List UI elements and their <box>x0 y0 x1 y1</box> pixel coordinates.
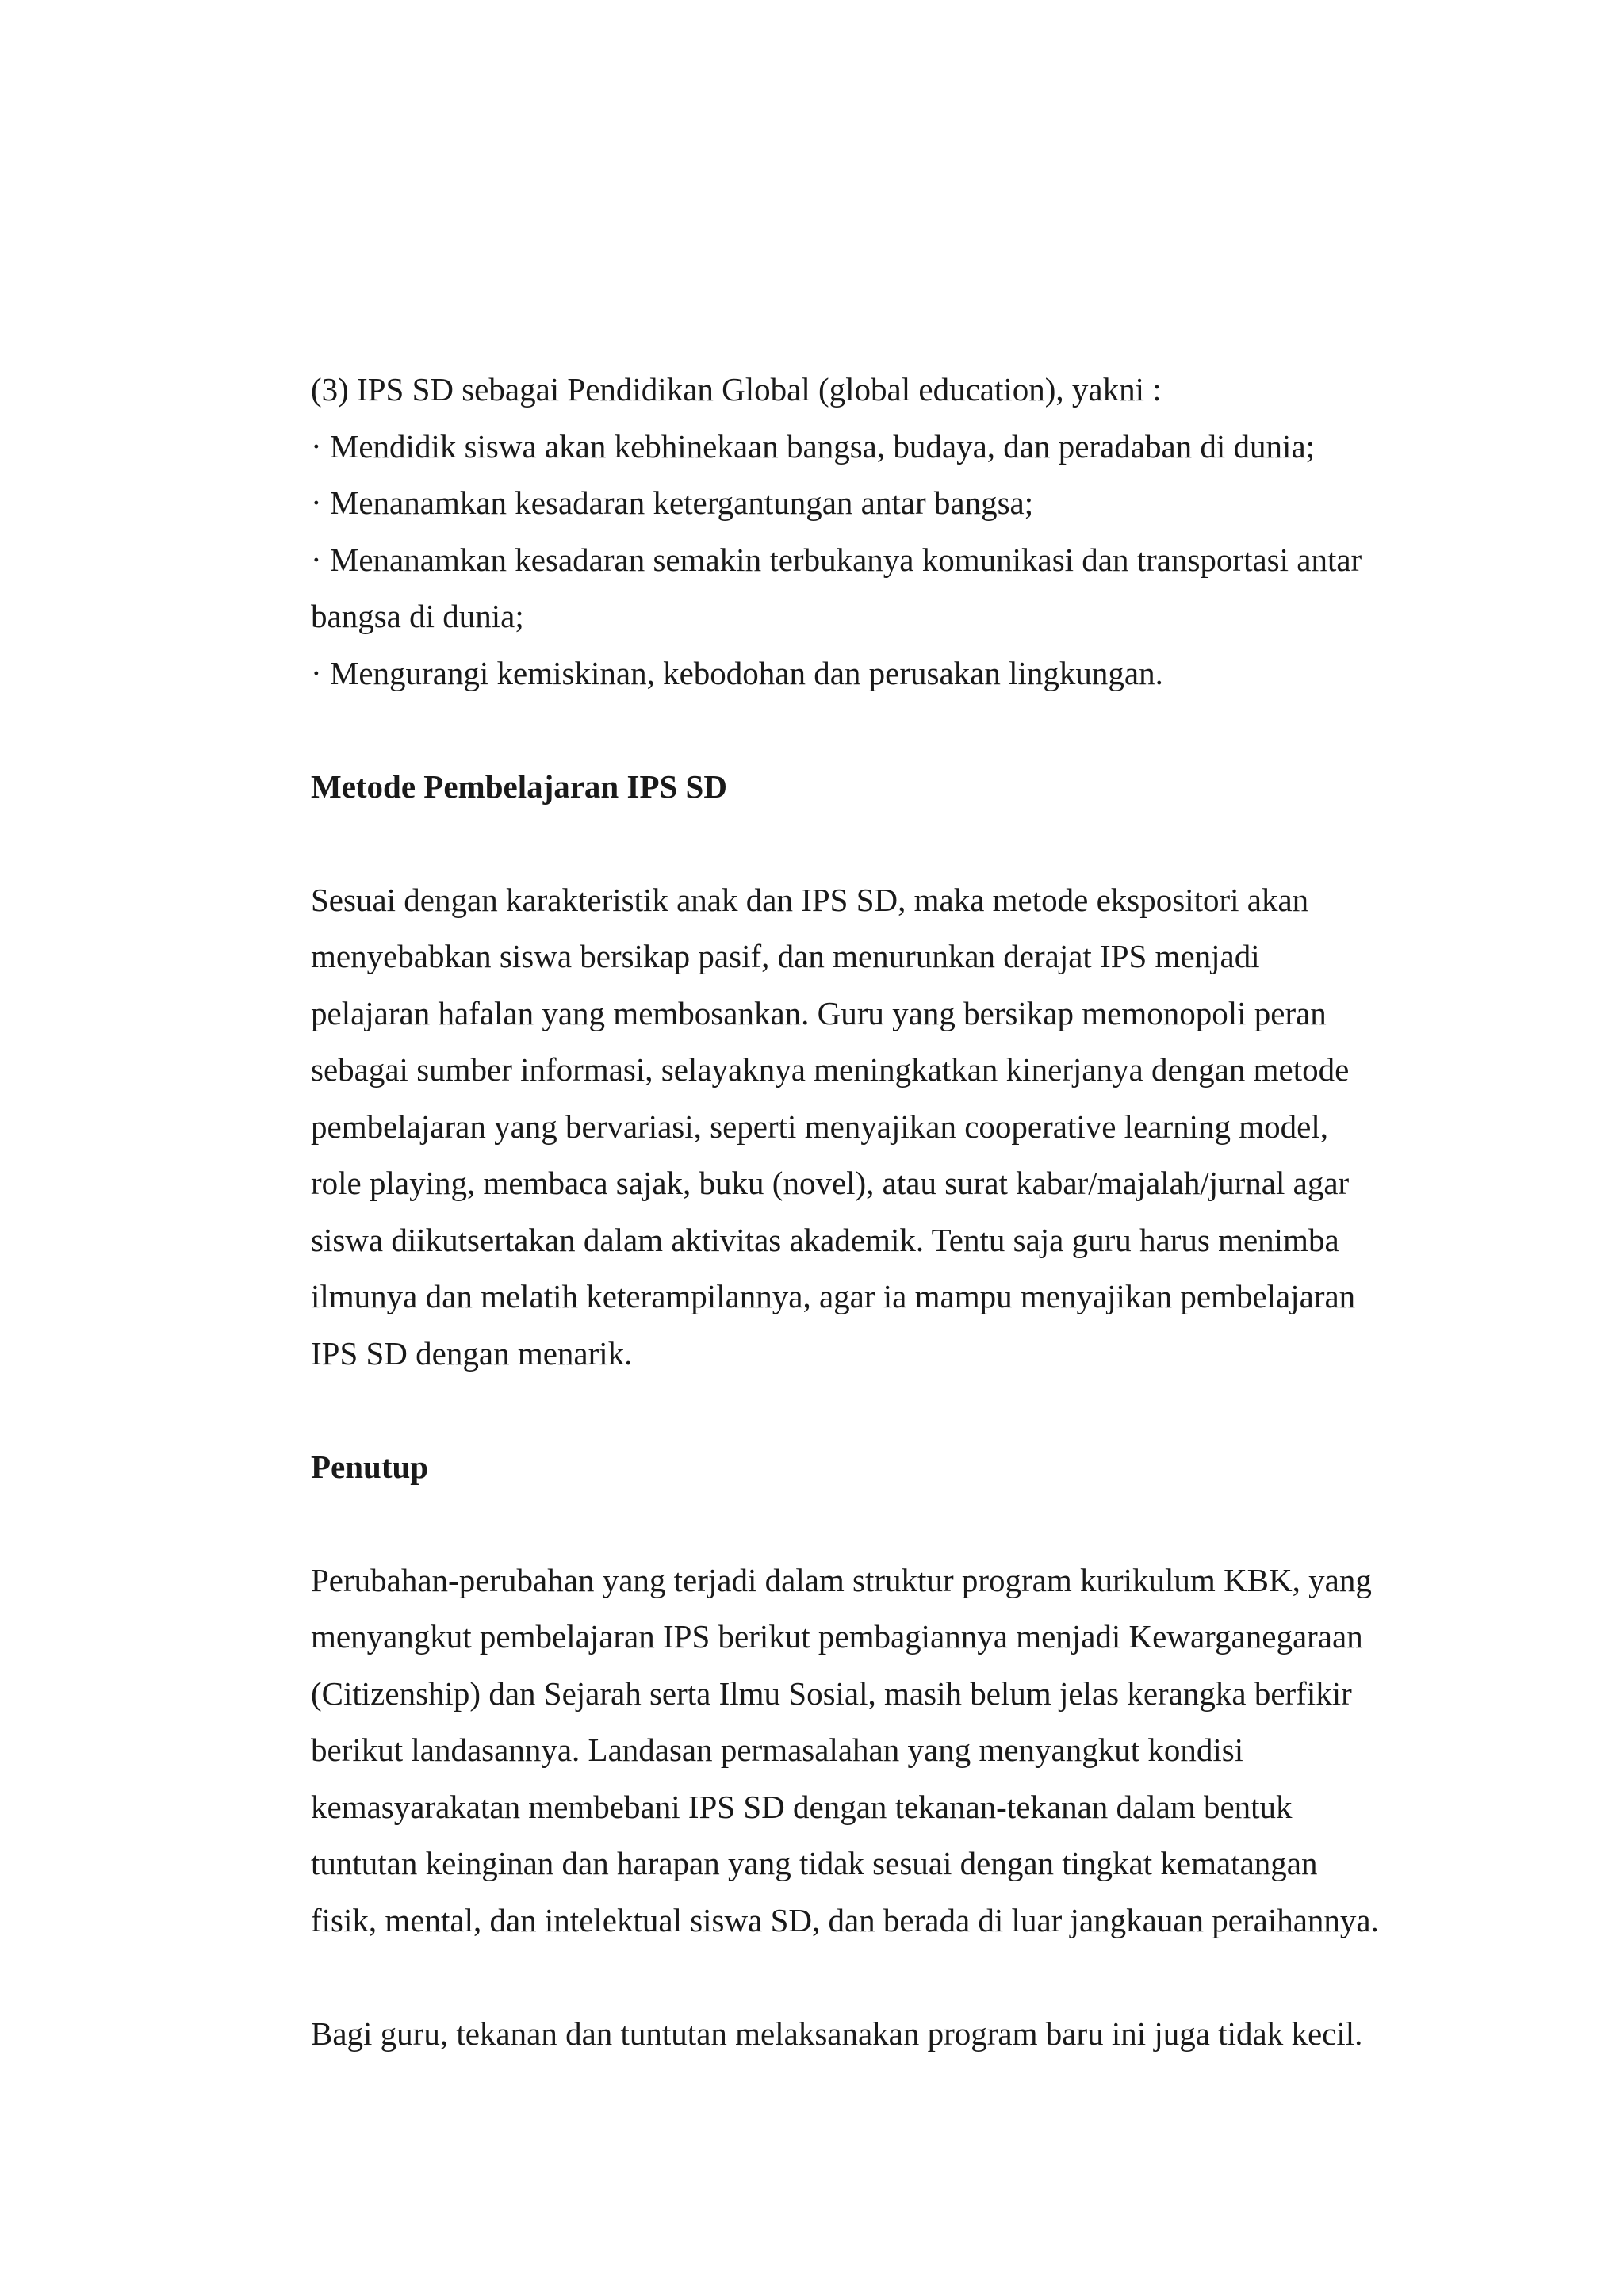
spacer <box>311 815 1421 872</box>
spacer <box>311 702 1421 759</box>
paragraph-line: role playing, membaca sajak, buku (novel), atau surat kabar/majalah/jurnal agar <box>311 1165 1350 1201</box>
closing-paragraph: Bagi guru, tekanan dan tuntutan melaksanakan program baru ini juga tidak kecil. <box>311 2015 1363 2052</box>
paragraph-line: (Citizenship) dan Sejarah serta Ilmu Sosial, masih belum jelas kerangka berfikir <box>311 1674 1352 1712</box>
paragraph-line: menyebabkan siswa bersikap pasif, dan menurunkan derajat IPS menjadi <box>311 938 1260 974</box>
paragraph-line: kemasyarakatan membebani IPS SD dengan tekanan-tekanan dalam bentuk <box>311 1788 1293 1825</box>
paragraph-line: siswa diikutsertakan dalam aktivitas akademik. Tentu saja guru harus menimba <box>311 1221 1339 1258</box>
penutup-paragraph <box>311 1552 1421 1950</box>
paragraph-line: tuntutan keinginan dan harapan yang tidak sesuai dengan tingkat kematangan <box>311 1845 1318 1881</box>
spacer <box>311 1495 1421 1552</box>
paragraph-line: berikut landasannya. Landasan permasalahan yang menyangkut kondisi <box>311 1732 1244 1768</box>
list-item-continuation: bangsa di dunia; <box>311 598 524 634</box>
paragraph-line: pembelajaran yang bervariasi, seperti menyajikan cooperative learning model, <box>311 1108 1328 1145</box>
paragraph-line: IPS SD dengan menarik. <box>311 1334 633 1372</box>
section-heading-metode: Metode Pembelajaran IPS SD <box>311 767 727 805</box>
section-heading-penutup: Penutup <box>311 1448 429 1485</box>
list-item: · Mengurangi kemiskinan, kebodohan dan perusakan lingkungan. <box>311 654 1163 691</box>
page-content <box>311 362 1421 2062</box>
list-item: · Mendidik siswa akan kebhinekaan bangsa, budaya, dan peradaban di dunia; <box>311 427 1316 465</box>
paragraph-line: Perubahan-perubahan yang terjadi dalam struktur program kurikulum KBK, yang <box>311 1561 1372 1598</box>
paragraph-line: ilmunya dan melatih keterampilannya, agar ia mampu menyajikan pembelajaran <box>311 1278 1356 1314</box>
paragraph-line: fisik, mental, dan intelektual siswa SD, dan berada di luar jangkauan peraihannya. <box>311 1901 1379 1938</box>
metode-paragraph <box>311 872 1421 1383</box>
spacer <box>311 1382 1421 1439</box>
list-item: · Menanamkan kesadaran ketergantungan antar bangsa; <box>311 484 1034 521</box>
paragraph-line: menyangkut pembelajaran IPS berikut pembagiannya menjadi Kewarganegaraan <box>311 1618 1363 1655</box>
spacer <box>311 1949 1421 2006</box>
paragraph-line: sebagai sumber informasi, selayaknya meningkatkan kinerjanya dengan metode <box>311 1051 1350 1088</box>
list-intro-line: (3) IPS SD sebagai Pendidikan Global (global education), yakni : <box>311 371 1162 408</box>
paragraph-line: pelajaran hafalan yang membosankan. Guru yang bersikap memonopoli peran <box>311 994 1327 1031</box>
list-item: · Menanamkan kesadaran semakin terbukanya komunikasi dan transportasi antar <box>311 541 1362 578</box>
paragraph-line: Sesuai dengan karakteristik anak dan IPS SD, maka metode ekspositori akan <box>311 881 1309 918</box>
global-education-list <box>311 362 1421 702</box>
